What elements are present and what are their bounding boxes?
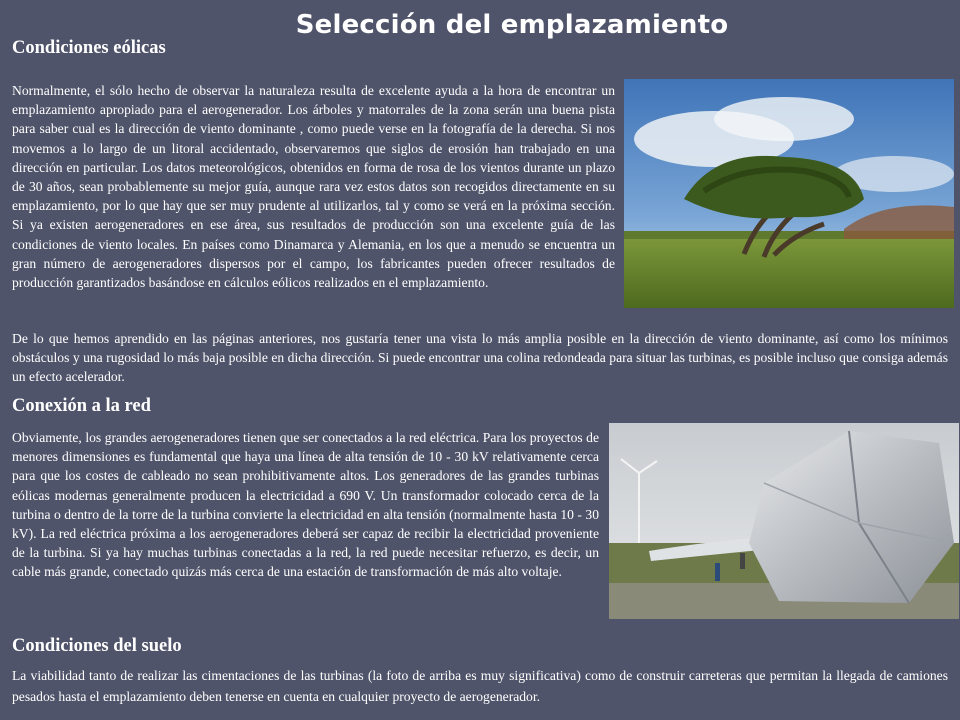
paragraph-red: Obviamente, los grandes aerogeneradores tienen que ser conectados a la red eléctrica. Para los proyectos de menores dimensiones es fundamental que haya una línea de alta tensión de 10 - 30 kV relativamente cerca para que los costes de cableado no sean prohibitivamente altos. Los generadores de las grandes turbinas eólicas modernas generalmente producen la electricidad a 690 V. Un transformador colocado cerca de la turbina o dentro de la torre de la turbina convierte la electricidad en alta tensión (normalmente hasta 10 - 30 kV). La red eléctrica próxima a los aerogeneradores deberá ser capaz de recibir la electricidad proveniente de la turbina. Si ya hay muchas turbinas conectadas a la red, la red puede necesitar refuerzo, es decir, un cable más grande, conectado quizás más cerca de una estación de transformación de más alto voltaje. xyxy=(12,430,599,580)
heading-condiciones-eolicas: Condiciones eólicas xyxy=(12,38,166,58)
wind-bent-tree-photo xyxy=(624,79,954,308)
page-title: Selección del emplazamiento xyxy=(295,10,729,40)
paragraph-eolicas-2: De lo que hemos aprendido en las páginas anteriores, nos gustaría tener una vista lo más amplia posible en la dirección de viento dominante, así como los mínimos obstáculos y una rugosidad lo más baja posible en dicha dirección. Si puede encontrar una colina redondeada para situar las turbinas, es posible incluso que consiga además un efecto acelerador. xyxy=(12,331,948,385)
heading-conexion-red: Conexión a la red xyxy=(12,396,151,416)
fallen-turbine-foundation-photo xyxy=(609,423,959,619)
heading-condiciones-suelo: Condiciones del suelo xyxy=(12,636,182,656)
paragraph-eolicas-1: Normalmente, el sólo hecho de observar la naturaleza resulta de excelente ayuda a la hora de encontrar un emplazamiento apropiado para el aerogenerador. Los árboles y matorrales de la zona serán una buena pista para saber cual es la dirección de viento dominante , como puede verse en la fotografía de la derecha. Si nos movemos a lo largo de un litoral accidentado, observaremos que siglos de erosión han trabajado en una dirección en particular. Los datos meteorológicos, obtenidos en forma de rosa de los vientos durante un plazo de 30 años, sean probablemente su mejor guía, aunque rara vez estos datos son recogidos directamente en su emplazamiento, por lo que hay que ser muy prudente al utilizarlos, tal y como se verá en la próxima sección. Si ya existen aerogeneradores en ese área, sus resultados de producción son una excelente guía de las condiciones de viento locales. En países como Dinamarca y Alemania, en los que a menudo se encuentra un gran número de aerogeneradores dispersos por el campo, los fabricantes pueden ofrecer resultados de producción garantizados basándose en cálculos eólicos realizados en el emplazamiento. xyxy=(12,83,615,291)
paragraph-suelo: La viabilidad tanto de realizar las cimentaciones de las turbinas (la foto de arriba es muy significativa) como de construir carreteras que permitan la llegada de camiones pesados hasta el emplazamiento deben tenerse en cuenta en cualquier proyecto de aerogenerador. xyxy=(12,668,948,704)
